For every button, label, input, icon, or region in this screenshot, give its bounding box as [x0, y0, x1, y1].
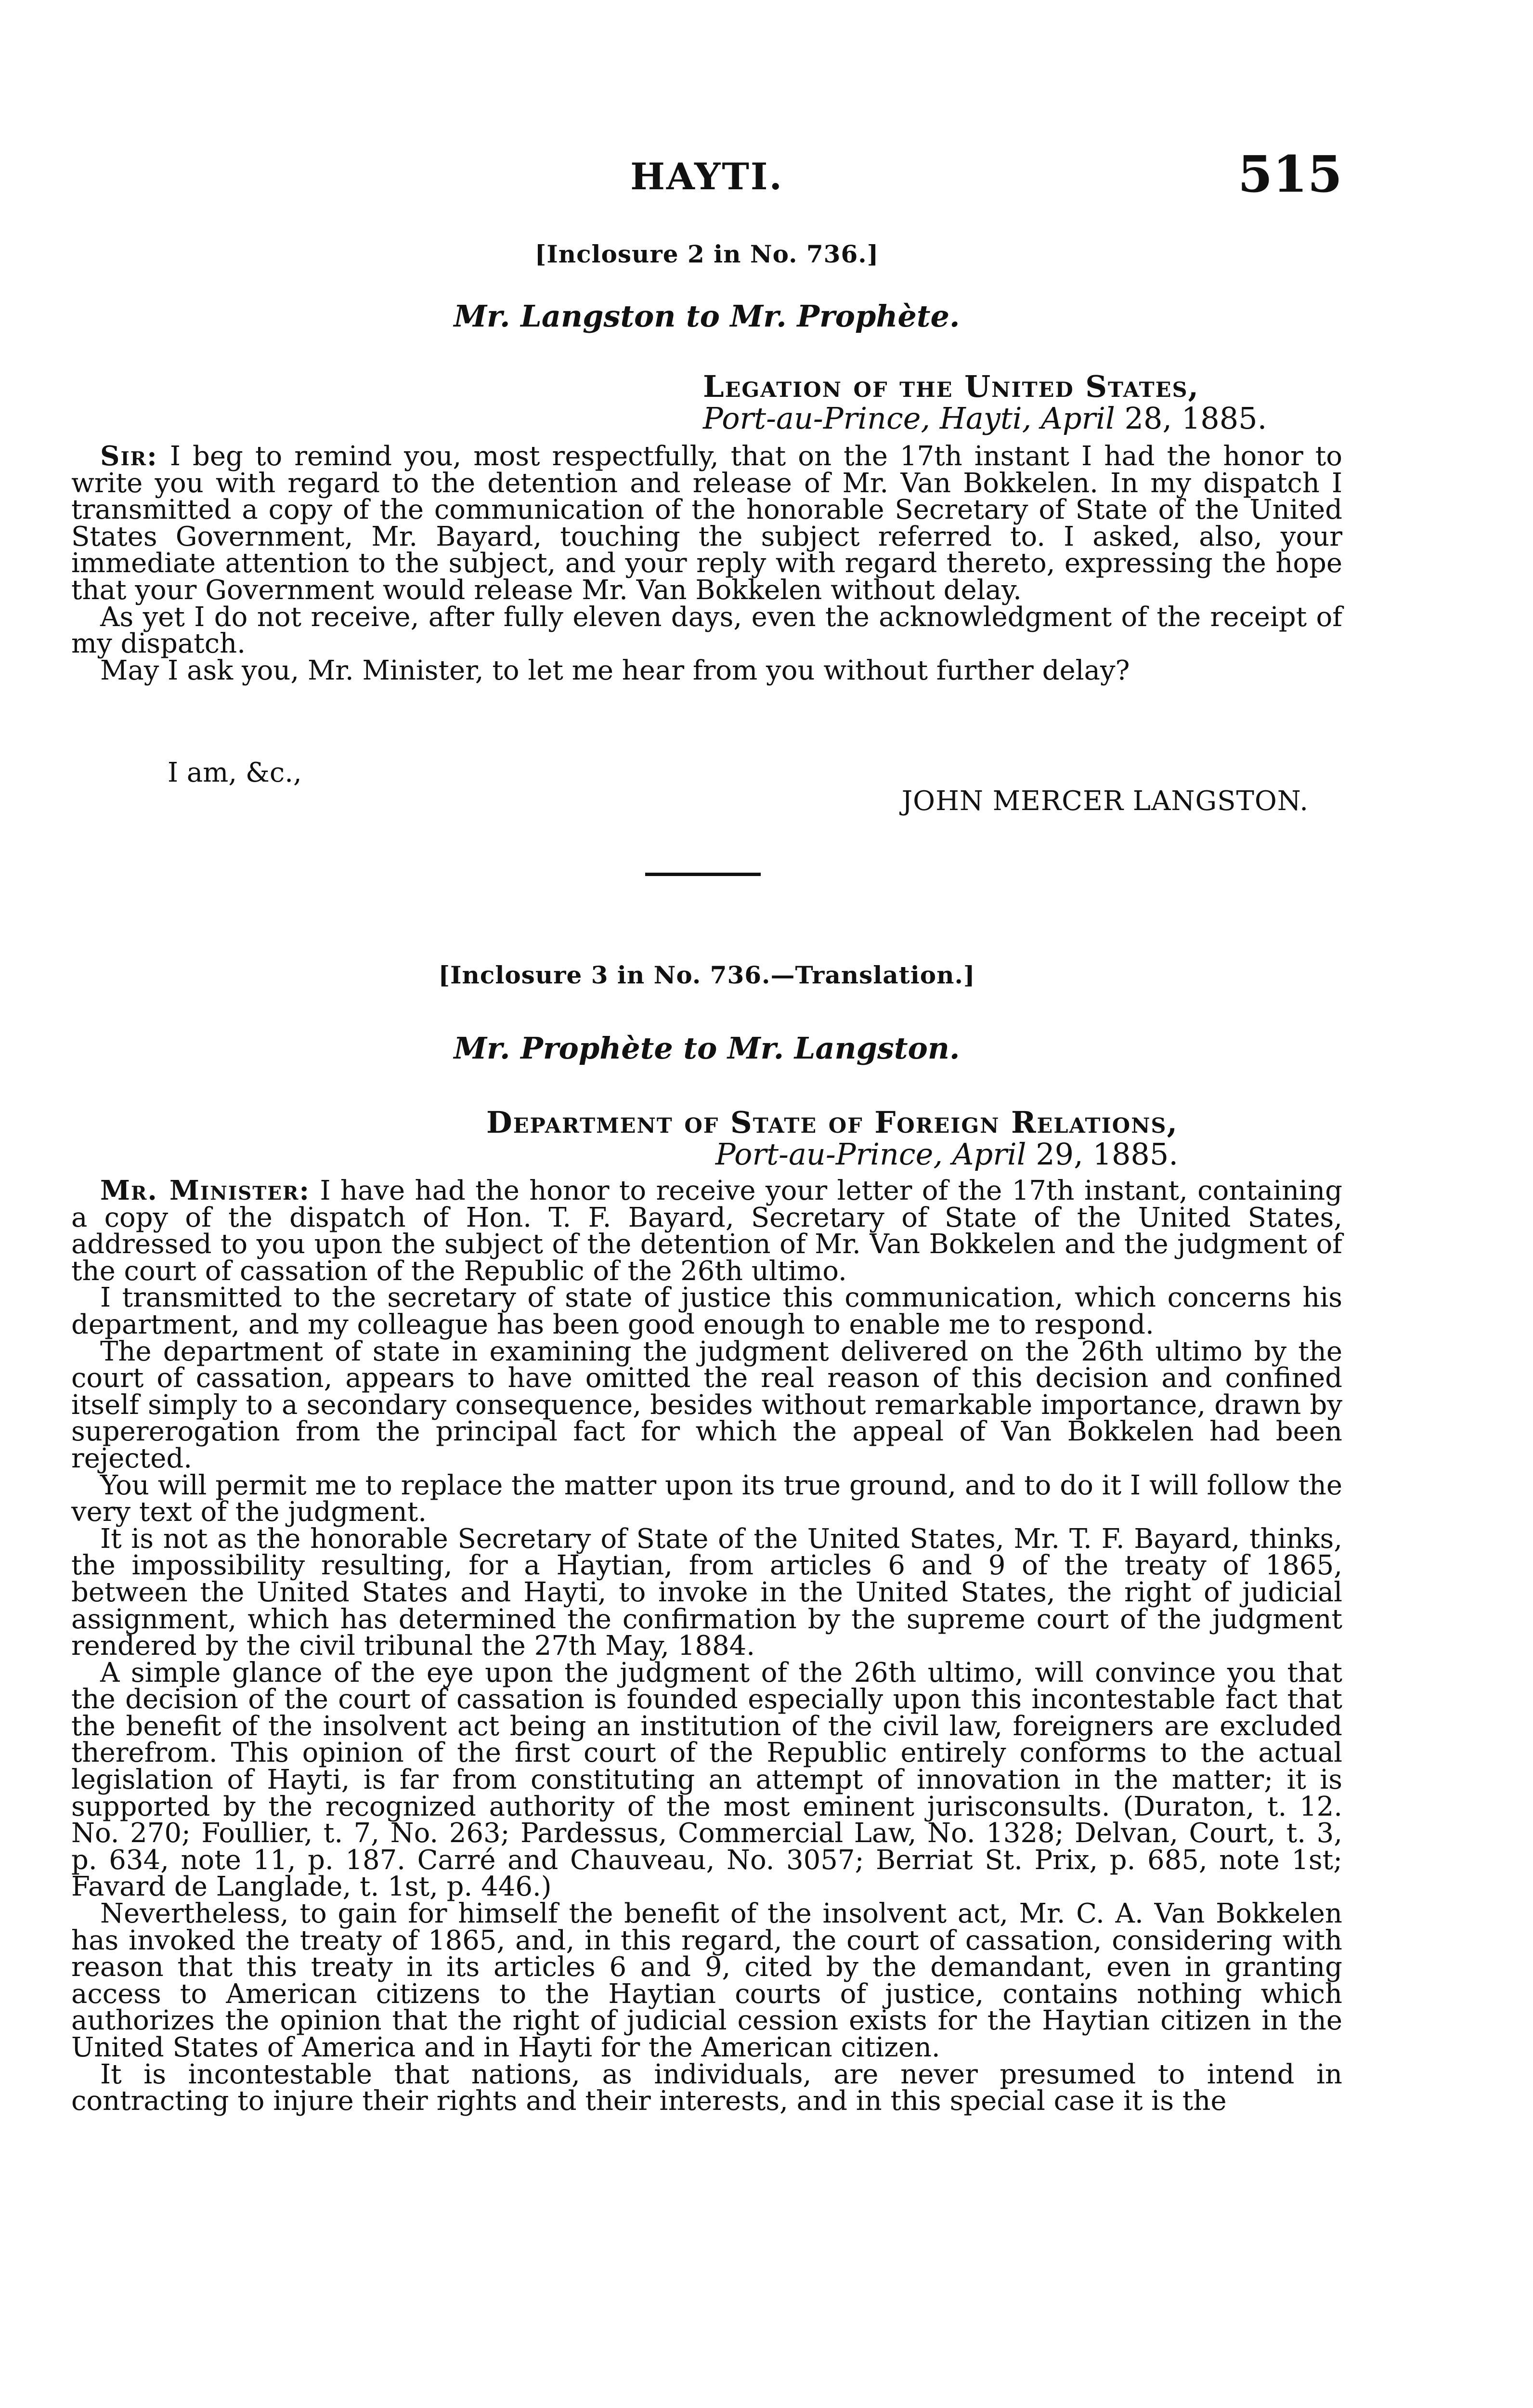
paragraph-text: I beg to remind you, most respectfully, that on the 17th instant I had the honor to write you with regard to the detention and release of Mr. Van Bokkelen. In my dispatch I transmitted a copy of the communication of the honorable Secretary of State of the United States Government, Mr. Bayard, touching the subject referred to. I asked, also, your immediate attention to the subject, and your reply with regard thereto, expressing the hope that your Government would release Mr. Van Bokkelen without delay.: [71, 441, 1342, 606]
heading-place-1: Legation of the United States,: [703, 369, 1200, 404]
heading-date-2: [486, 1139, 1178, 1170]
salutation-1: Sir:: [100, 440, 158, 472]
heading-location-1: Port-au-Prince, Hayti, April: [703, 401, 1115, 436]
signature-1: JOHN MERCER LANGSTON.: [901, 785, 1309, 817]
running-head: [71, 144, 1342, 207]
paragraph: Nevertheless, to gain for himself the benefit of the insolvent act, Mr. C. A. Van Bokkelen has invoked the treaty of 1865, and, in this regard, the court of cassation, considering with reason that this treaty in its articles 6 and 9, cited by the demandant, even in granting access to American citizens to the Haytian courts of justice, contains nothing which authorizes the opinion that the right of judicial cession exists for the Haytian citizen in the United States of America and in Hayti for the American citizen.: [71, 1898, 1342, 2063]
paragraph: [71, 1175, 1343, 1287]
paragraph: It is not as the honorable Secretary of State of the United States, Mr. T. F. Bayard, thinks, the impossibility resulting, for a Haytian, from articles 6 and 9 of the treaty of 1865, between the United States and Hayti, to invoke in the United States, the right of judicial assignment, which has determined the confirmation by the supreme court of the judgment rendered by the civil tribunal the 27th May, 1884.: [71, 1523, 1342, 1662]
paragraph: It is incontestable that nations, as individuals, are never presumed to intend in contracting to injure their rights and their interests, and in this special case it is the: [71, 2058, 1342, 2117]
section-divider: [645, 873, 761, 876]
paragraph: A simple glance of the eye upon the judgment of the 26th ultimo, will convince you that the decision of the court of cassation is founded especially upon this incontestable fact that the benefit of the insolvent act being an institution of the civil law, foreigners are excluded therefrom. This opinion of the first court of the Republic entirely conforms to the actual legislation of Hayti, is far from constituting an attempt of innovation in the matter; it is supported by the recognized authority of the most eminent jurisconsults. (Duraton, t. 12. No. 270; Foullier, t. 7, No. 263; Pardessus, Commercial Law, No. 1328; Delvan, Court, t. 3, p. 634, note 11, p. 187. Carré and Chauveau, No. 3057; Berriat St. Prix, p. 685, note 1st; Favard de Langlade, t. 1st, p. 446.): [71, 1657, 1342, 1903]
letter-heading-1: [703, 371, 1267, 434]
letter-title-2: Mr. Prophète to Mr. Langston.: [454, 1031, 960, 1066]
letter-body-2: [71, 1175, 1343, 2117]
heading-location-2: Port-au-Prince, April: [715, 1137, 1026, 1172]
paragraph: [71, 440, 1342, 606]
heading-date-value-1: 28, 1885.: [1124, 401, 1267, 436]
paragraph-text: I have had the honor to receive your letter of the 17th instant, containing a copy of the dispatch of Hon. T. F. Bayard, Secretary of State of the United States, addressed to you upon the subject of the detention of Mr. Van Bokkelen and the judgment of the court of cassation of the Republic of the 26th ultimo.: [71, 1175, 1343, 1287]
heading-place-2: Department of State of Foreign Relations,: [486, 1105, 1179, 1140]
paragraph: I transmitted to the secretary of state of justice this communication, which concerns his department, and my colleague has been good enough to enable me to respond.: [71, 1282, 1342, 1340]
paragraph: May I ask you, Mr. Minister, to let me hear from you without further delay?: [100, 654, 1130, 686]
page-number: 515: [1237, 144, 1342, 204]
enclosure-label-1: [Inclosure 2 in No. 736.]: [534, 240, 879, 268]
heading-date-value-2: 29, 1885.: [1036, 1137, 1179, 1172]
paragraph: The department of state in examining the judgment delivered on the 26th ultimo by the court of cassation, appears to have omitted the real reason of this decision and confined itself simply to a secondary consequence, besides without remarkable importance, drawn by supererogation from the principal fact for which the appeal of Van Bokkelen had been rejected.: [71, 1335, 1342, 1474]
paragraph: As yet I do not receive, after fully eleven days, even the acknowledgment of the receipt of my dispatch.: [71, 601, 1342, 660]
enclosure-label-2: [Inclosure 3 in No. 736.—Translation.]: [438, 961, 975, 989]
complimentary-close-1: I am, &c.,: [168, 757, 302, 788]
letter-heading-2: [486, 1107, 1178, 1170]
letter-closing-1: [71, 757, 1342, 817]
letter-title-1: Mr. Langston to Mr. Prophète.: [454, 299, 960, 334]
letter-body-1: [71, 440, 1342, 686]
running-head-title: HAYTI.: [630, 155, 783, 198]
heading-date-1: [703, 403, 1267, 434]
paragraph: You will permit me to replace the matter upon its true ground, and to do it I will follow the very text of the judgment.: [71, 1469, 1342, 1528]
salutation-2: Mr. Minister:: [100, 1175, 311, 1206]
